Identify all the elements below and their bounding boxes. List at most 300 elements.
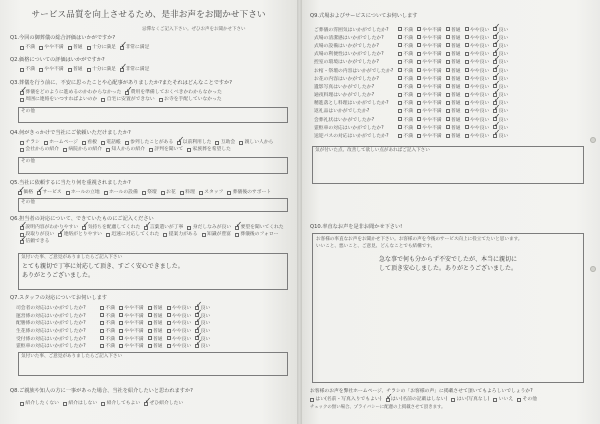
option-checkbox[interactable]: [20, 400, 59, 407]
checked-box-icon: [144, 402, 148, 406]
option-label: やや良い: [469, 52, 490, 58]
option-checkbox[interactable]: [187, 146, 231, 153]
option-checkbox[interactable]: [148, 304, 163, 311]
checked-box-icon: [18, 191, 22, 195]
option-label: 普通: [450, 27, 461, 33]
option-checkbox[interactable]: [446, 116, 461, 123]
checkbox-icon: [465, 52, 469, 56]
checked-box-icon: [20, 91, 24, 95]
text-line: 急な事で何も分からず不安でしたが、本当に親切に: [379, 256, 518, 263]
option-checkbox[interactable]: [63, 400, 97, 407]
checkbox-icon: [398, 93, 402, 97]
checkbox-icon: [465, 60, 469, 64]
option-checkbox[interactable]: [446, 107, 461, 114]
option-checkbox[interactable]: [100, 342, 115, 349]
q4-other-label: その他: [21, 159, 35, 164]
option-checkbox[interactable]: [417, 107, 442, 114]
option-label: やや良い: [469, 125, 490, 131]
option-checkbox[interactable]: [465, 107, 490, 114]
option-checkbox[interactable]: [446, 99, 461, 106]
checkbox-icon: [465, 125, 469, 129]
checkbox-icon: [167, 329, 171, 333]
option-label: 不満: [403, 84, 413, 90]
option-checkbox[interactable]: [163, 231, 197, 238]
q3-label: Q3.葬儀を行う前に、不安に思ったことや心配事がありましたか?またそれはどんなことですか?: [10, 80, 233, 86]
option-checkbox[interactable]: [493, 396, 513, 403]
option-checkbox[interactable]: [417, 67, 442, 74]
q10-label: Q10.率直なお声を是非お聞かせ下さい!: [310, 224, 403, 230]
option-checkbox[interactable]: [20, 96, 97, 103]
checkbox-icon: [149, 148, 153, 152]
checkbox-icon: [446, 109, 450, 113]
option-label: 不満: [25, 45, 35, 50]
checkbox-icon: [100, 321, 104, 325]
option-label: 要望を聞いてくれた: [240, 225, 284, 230]
option-checkbox[interactable]: [465, 58, 490, 65]
option-checkbox[interactable]: [417, 26, 442, 33]
right-page: [302, 0, 600, 424]
option-checkbox[interactable]: [148, 312, 163, 319]
option-checkbox[interactable]: [20, 238, 49, 245]
option-checkbox[interactable]: [398, 91, 413, 98]
option-checkbox[interactable]: [227, 189, 271, 196]
q6-comment-box[interactable]: [18, 253, 288, 290]
rating-row-label: 式場の利便性はいかがでしたか?: [314, 52, 384, 58]
option-label: ホールの立地: [70, 190, 100, 195]
option-label: 良い: [498, 84, 509, 90]
option-checkbox[interactable]: [417, 132, 442, 139]
checkbox-icon: [167, 336, 171, 340]
option-checkbox[interactable]: [417, 116, 442, 123]
checkbox-icon: [446, 68, 450, 72]
option-label: 普通: [450, 117, 461, 123]
option-checkbox[interactable]: [120, 66, 149, 73]
option-checkbox[interactable]: [161, 189, 176, 196]
option-checkbox[interactable]: [398, 124, 413, 131]
option-checkbox[interactable]: [167, 342, 192, 349]
checkbox-icon: [417, 43, 421, 47]
rating-row: [16, 304, 286, 312]
option-checkbox[interactable]: [398, 99, 413, 106]
rating-row-label: 運営係の対応はいかがでしたか?: [16, 313, 86, 319]
option-checkbox[interactable]: [417, 83, 442, 90]
option-checkbox[interactable]: [398, 26, 413, 33]
checkbox-icon: [66, 191, 70, 195]
checkbox-icon: [187, 148, 191, 152]
option-checkbox[interactable]: [239, 139, 273, 146]
option-label: 不満: [403, 117, 413, 123]
option-checkbox[interactable]: [177, 139, 211, 146]
option-label: 看板: [87, 140, 97, 145]
option-checkbox[interactable]: [68, 44, 83, 51]
option-checkbox[interactable]: [398, 132, 413, 139]
option-checkbox[interactable]: [18, 189, 33, 196]
checkbox-icon: [20, 402, 24, 406]
rating-row-label: お花の内容はいかがでしたか?: [314, 76, 379, 82]
checkbox-icon: [119, 306, 123, 310]
option-checkbox[interactable]: [310, 396, 382, 403]
checkbox-icon: [446, 125, 450, 129]
q9-comment-box[interactable]: [312, 146, 584, 184]
option-checkbox[interactable]: [195, 342, 210, 349]
option-checkbox[interactable]: [446, 67, 461, 74]
option-label: やや良い: [171, 321, 192, 327]
consent-options: [310, 396, 592, 403]
option-checkbox[interactable]: [104, 189, 138, 196]
option-label: 普通: [152, 313, 163, 319]
option-label: 紹介はしない: [68, 401, 98, 406]
option-label: 周囲に連絡をいつすればよいのか: [25, 97, 98, 102]
option-label: 普通: [152, 336, 163, 342]
option-checkbox[interactable]: [167, 335, 192, 342]
checkbox-icon: [159, 98, 163, 102]
option-checkbox[interactable]: [20, 146, 59, 153]
option-checkbox[interactable]: [119, 342, 144, 349]
option-checkbox[interactable]: [417, 42, 442, 49]
option-checkbox[interactable]: [398, 42, 413, 49]
option-label: やや良い: [469, 101, 490, 107]
option-label: 説明内容がわかりやすい: [25, 225, 79, 230]
option-label: 家族葬を希望した: [192, 147, 231, 152]
option-checkbox[interactable]: [187, 224, 231, 231]
option-label: やや不満: [124, 344, 144, 350]
option-checkbox[interactable]: [398, 107, 413, 114]
option-checkbox[interactable]: [100, 335, 115, 342]
checkbox-icon: [417, 35, 421, 39]
option-checkbox[interactable]: [417, 124, 442, 131]
option-checkbox[interactable]: [446, 91, 461, 98]
option-checkbox[interactable]: [465, 83, 490, 90]
checkbox-icon: [100, 344, 104, 348]
option-label: 普通: [450, 84, 461, 90]
option-checkbox[interactable]: [465, 67, 490, 74]
option-checkbox[interactable]: [446, 58, 461, 65]
option-checkbox[interactable]: [106, 231, 159, 238]
option-checkbox[interactable]: [148, 327, 163, 334]
option-label: やや不満: [422, 125, 442, 131]
option-label: 価格: [23, 190, 33, 195]
option-checkbox[interactable]: [167, 312, 192, 319]
option-checkbox[interactable]: [446, 42, 461, 49]
option-checkbox[interactable]: [63, 146, 102, 153]
option-checkbox[interactable]: [398, 75, 413, 82]
option-label: 普通: [450, 134, 461, 140]
option-checkbox[interactable]: [417, 58, 442, 65]
option-checkbox[interactable]: [398, 83, 413, 90]
option-checkbox[interactable]: [167, 319, 192, 326]
option-checkbox[interactable]: [119, 312, 144, 319]
option-checkbox[interactable]: [465, 26, 490, 33]
option-checkbox[interactable]: [180, 189, 195, 196]
option-checkbox[interactable]: [398, 50, 413, 57]
option-label: やや良い: [469, 60, 490, 66]
option-label: 不満: [403, 52, 413, 58]
checkbox-icon: [398, 101, 402, 105]
option-label: やや不満: [124, 336, 144, 342]
option-checkbox[interactable]: [87, 44, 116, 51]
checkbox-icon: [101, 402, 105, 406]
checkbox-icon: [148, 344, 152, 348]
option-checkbox[interactable]: [446, 132, 461, 139]
option-checkbox[interactable]: [465, 75, 490, 82]
q5-other-box[interactable]: [18, 198, 288, 212]
checkbox-icon: [239, 141, 243, 145]
option-checkbox[interactable]: [517, 396, 537, 403]
checkbox-icon: [417, 27, 421, 31]
option-label: 良い: [200, 306, 211, 312]
option-checkbox[interactable]: [451, 396, 489, 403]
checkbox-icon: [398, 60, 402, 64]
checkbox-icon: [398, 52, 402, 56]
checkbox-icon: [417, 134, 421, 138]
option-label: 不満: [403, 134, 413, 140]
checkbox-icon: [398, 134, 402, 138]
option-label: 不満: [403, 35, 413, 41]
option-checkbox[interactable]: [68, 66, 83, 73]
option-checkbox[interactable]: [82, 224, 140, 231]
checkbox-icon: [167, 321, 171, 325]
option-label: 良い: [498, 35, 509, 41]
option-checkbox[interactable]: [446, 83, 461, 90]
checkbox-icon: [417, 76, 421, 80]
checkbox-icon: [446, 101, 450, 105]
rating-row-label: 控室の環境はいかがでしたか?: [314, 60, 379, 66]
option-checkbox[interactable]: [44, 139, 78, 146]
checkbox-icon: [68, 68, 72, 72]
option-checkbox[interactable]: [465, 132, 490, 139]
option-checkbox[interactable]: [235, 231, 279, 238]
consent-note: チェックの無い場合、プライバシーに配慮の上掲載させて頂きます。: [310, 405, 446, 410]
option-checkbox[interactable]: [106, 146, 145, 153]
checkbox-icon: [187, 226, 191, 230]
checkbox-icon: [465, 76, 469, 80]
checked-box-icon: [120, 68, 124, 72]
option-checkbox[interactable]: [446, 75, 461, 82]
q5-label: Q5.当社に依頼するに当たり何を重視されましたか?: [10, 180, 131, 186]
option-label: やや不満: [44, 45, 64, 50]
checkbox-icon: [148, 321, 152, 325]
option-checkbox[interactable]: [149, 146, 183, 153]
checkbox-icon: [446, 117, 450, 121]
option-checkbox[interactable]: [101, 400, 140, 407]
option-checkbox[interactable]: [398, 58, 413, 65]
option-checkbox[interactable]: [119, 319, 144, 326]
rating-row: [314, 58, 584, 66]
option-label: 不満: [403, 109, 413, 115]
option-checkbox[interactable]: [100, 304, 115, 311]
option-checkbox[interactable]: [20, 44, 35, 51]
option-checkbox[interactable]: [398, 34, 413, 41]
checkbox-icon: [142, 191, 146, 195]
option-label: 十分に満足: [91, 67, 116, 72]
option-label: 親しい人から: [244, 140, 274, 145]
checkbox-icon: [398, 125, 402, 129]
option-checkbox[interactable]: [465, 99, 490, 106]
option-label: やや良い: [171, 336, 192, 342]
option-checkbox[interactable]: [82, 139, 97, 146]
q10-instructions: [316, 237, 522, 250]
text-line: して頂き安心しました。ありがとうございました。: [379, 265, 518, 272]
option-checkbox[interactable]: [100, 327, 115, 334]
option-label: やや不満: [422, 93, 442, 99]
option-checkbox[interactable]: [199, 189, 224, 196]
checkbox-icon: [417, 109, 421, 113]
option-checkbox[interactable]: [119, 327, 144, 334]
checkbox-icon: [148, 313, 152, 317]
option-label: やや良い: [171, 306, 192, 312]
checkbox-icon: [106, 148, 110, 152]
checked-box-icon: [386, 398, 390, 402]
option-checkbox[interactable]: [119, 304, 144, 311]
option-checkbox[interactable]: [465, 34, 490, 41]
checkbox-icon: [20, 148, 24, 152]
option-checkbox[interactable]: [167, 327, 192, 334]
option-checkbox[interactable]: [20, 89, 121, 96]
checkbox-icon: [465, 27, 469, 31]
checkbox-icon: [417, 84, 421, 88]
option-checkbox[interactable]: [20, 224, 78, 231]
option-label: 良い: [498, 43, 509, 49]
option-checkbox[interactable]: [20, 66, 35, 73]
checkbox-icon: [465, 93, 469, 97]
option-label: 葬儀後のフォロー: [240, 232, 279, 237]
option-checkbox[interactable]: [37, 189, 62, 196]
option-checkbox[interactable]: [101, 96, 154, 103]
option-checkbox[interactable]: [58, 231, 102, 238]
option-checkbox[interactable]: [417, 50, 442, 57]
option-checkbox[interactable]: [417, 91, 442, 98]
option-label: やや良い: [469, 109, 490, 115]
q7-comment-box[interactable]: [18, 352, 288, 376]
option-label: やや不満: [422, 52, 442, 58]
option-checkbox[interactable]: [142, 189, 157, 196]
option-checkbox[interactable]: [235, 224, 284, 231]
option-checkbox[interactable]: [87, 66, 116, 73]
option-checkbox[interactable]: [465, 124, 490, 131]
checked-box-icon: [125, 91, 129, 95]
option-checkbox[interactable]: [446, 50, 461, 57]
option-checkbox[interactable]: [202, 231, 231, 238]
option-label: 互助会: [220, 140, 236, 145]
option-label: 身だしなみが良い: [192, 225, 232, 230]
option-label: 良い: [498, 68, 509, 74]
option-checkbox[interactable]: [100, 312, 115, 319]
checkbox-icon: [446, 35, 450, 39]
checkbox-icon: [119, 336, 123, 340]
rating-row-label: 遺影写真はいかがでしたか?: [314, 84, 375, 90]
option-checkbox[interactable]: [20, 139, 40, 146]
option-checkbox[interactable]: [417, 75, 442, 82]
option-checkbox[interactable]: [148, 342, 163, 349]
option-checkbox[interactable]: [465, 91, 490, 98]
checkbox-icon: [39, 68, 43, 72]
option-checkbox[interactable]: [120, 44, 149, 51]
q10-comment-box[interactable]: [312, 233, 584, 383]
option-checkbox[interactable]: [125, 89, 222, 96]
option-checkbox[interactable]: [100, 319, 115, 326]
option-checkbox[interactable]: [39, 66, 64, 73]
option-checkbox[interactable]: [398, 116, 413, 123]
option-checkbox[interactable]: [119, 335, 144, 342]
option-label: やや良い: [171, 313, 192, 319]
option-checkbox[interactable]: [465, 116, 490, 123]
option-checkbox[interactable]: [148, 319, 163, 326]
option-checkbox[interactable]: [417, 99, 442, 106]
checkbox-icon: [100, 336, 104, 340]
rating-row: [314, 82, 584, 90]
option-checkbox[interactable]: [493, 132, 508, 139]
option-checkbox[interactable]: [215, 139, 235, 146]
checkbox-icon: [465, 109, 469, 113]
option-label: 普通: [450, 101, 461, 107]
q1-label: Q1.今回の御葬儀の総合評価はいかがですか?: [10, 35, 116, 41]
option-checkbox[interactable]: [446, 26, 461, 33]
q7-rating-table: [16, 304, 286, 350]
option-checkbox[interactable]: [144, 400, 183, 407]
option-checkbox[interactable]: [465, 42, 490, 49]
option-checkbox[interactable]: [148, 335, 163, 342]
option-label: やや不満: [124, 313, 144, 319]
checkbox-icon: [465, 35, 469, 39]
option-checkbox[interactable]: [446, 124, 461, 131]
option-checkbox[interactable]: [465, 50, 490, 57]
option-label: 評判を聞いて: [154, 147, 184, 152]
option-checkbox[interactable]: [159, 96, 222, 103]
checked-box-icon: [195, 344, 199, 348]
rating-row-label: 返礼品はいかがでしたか?: [314, 109, 370, 115]
checkbox-icon: [465, 134, 469, 138]
option-checkbox[interactable]: [398, 67, 413, 74]
option-label: 普通: [152, 329, 163, 335]
checkbox-icon: [202, 233, 206, 237]
text-line: とても親切で丁寧に対応して頂き、すごく安心できました。: [22, 263, 184, 270]
q7-comment-label: 気付いた事、ご意見がありましたらご記入下さい: [21, 354, 123, 359]
option-checkbox[interactable]: [101, 139, 121, 146]
option-checkbox[interactable]: [386, 396, 448, 403]
q4-other-box[interactable]: [18, 157, 288, 174]
option-label: やや良い: [469, 43, 490, 49]
option-label: チラシ: [25, 140, 40, 145]
option-label: サービス: [42, 190, 62, 195]
option-label: 普通: [72, 67, 83, 72]
rating-row-label: 通夜料理はいかがでしたか?: [314, 93, 375, 99]
checkbox-icon: [148, 336, 152, 340]
option-label: 不満: [403, 68, 413, 74]
checkbox-icon: [20, 98, 24, 102]
text-line: ありがとうございました。: [22, 272, 95, 279]
option-checkbox[interactable]: [446, 34, 461, 41]
option-checkbox[interactable]: [39, 44, 64, 51]
option-checkbox[interactable]: [125, 139, 174, 146]
option-label: やや不満: [422, 27, 442, 33]
checkbox-icon: [119, 344, 123, 348]
option-label: 普通: [450, 125, 461, 131]
option-checkbox[interactable]: [144, 224, 183, 231]
option-label: 普通: [450, 109, 461, 115]
option-label: 普通: [152, 344, 163, 350]
q9-label: Q9.式場およびサービスについてお伺いします: [310, 13, 418, 19]
option-checkbox[interactable]: [167, 304, 192, 311]
q2-label: Q2.価格についての評価はいかがですか?: [10, 57, 105, 63]
checkbox-icon: [20, 141, 24, 145]
option-checkbox[interactable]: [66, 189, 100, 196]
option-checkbox[interactable]: [417, 34, 442, 41]
q3-other-box[interactable]: [18, 107, 288, 123]
option-label: 普通: [450, 35, 461, 41]
checkbox-icon: [119, 321, 123, 325]
option-label: 不満: [105, 329, 115, 335]
option-label: やや良い: [469, 93, 490, 99]
